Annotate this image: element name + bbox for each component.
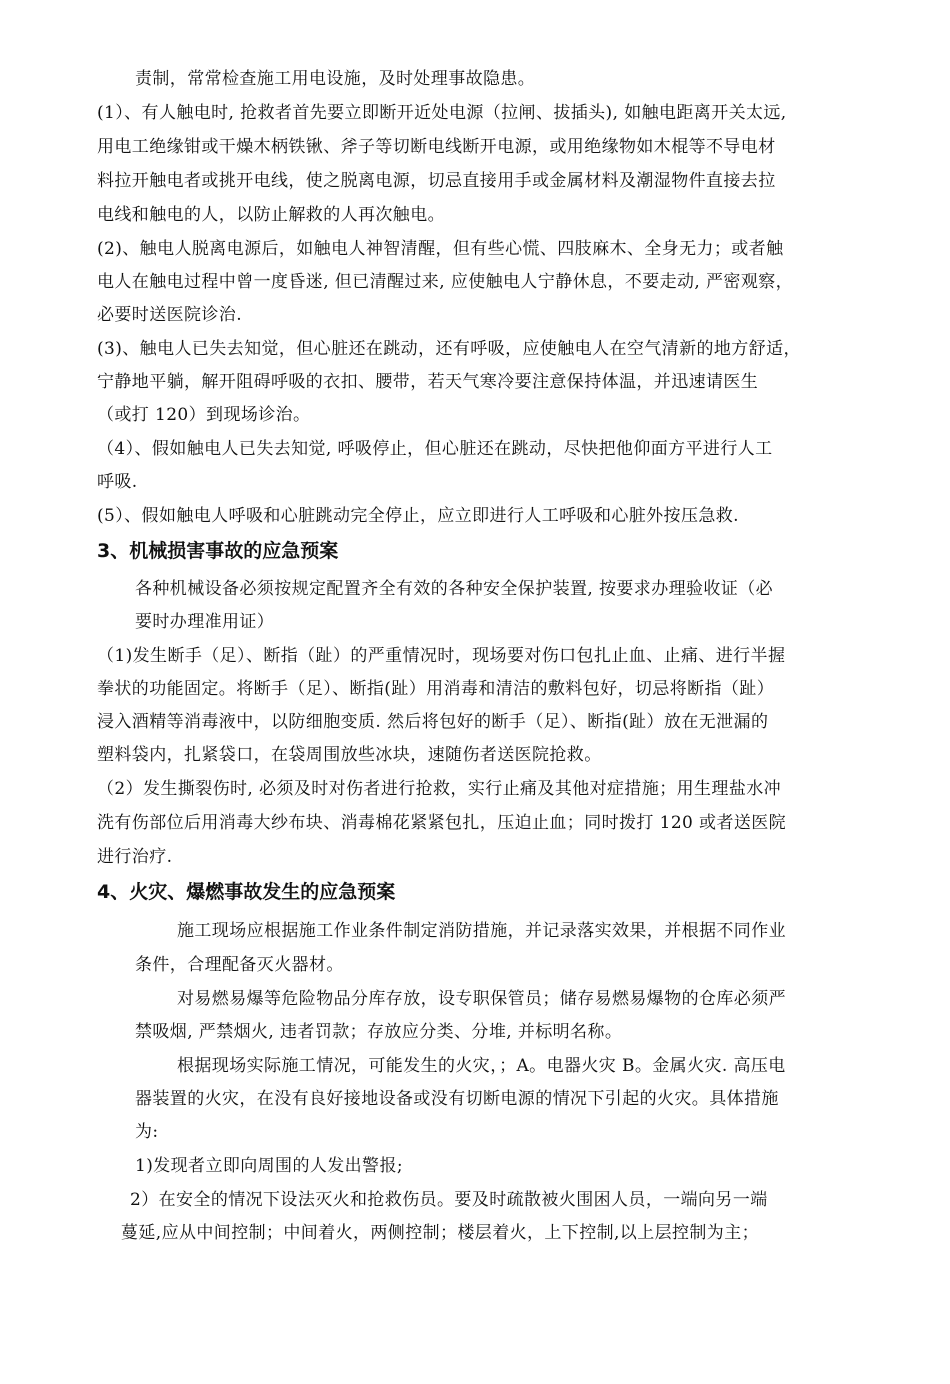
- section4-item2-line1: 2）在安全的情况下设法灭火和抢救伤员。要及时疏散被火围困人员，一端向另一端: [130, 1190, 768, 1210]
- section2-item5-line1: (5）、假如触电人呼吸和心脏跳动完全停止，应立即进行人工呼吸和心脏外按压急救.: [97, 506, 739, 526]
- section2-item1-line2: 用电工绝缘钳或干燥木柄铁锹、斧子等切断电线断开电源，或用绝缘物如木棍等不导电材: [97, 137, 776, 157]
- section3-heading: 3、机械损害事故的应急预案: [97, 540, 339, 562]
- section3-intro-line1: 各种机械设备必须按规定配置齐全有效的各种安全保护装置, 按要求办理验收证（必: [135, 579, 774, 599]
- section2-item2-line1: (2)、触电人脱离电源后，如触电人神智清醒，但有些心慌、四肢麻木、全身无力；或者触: [97, 239, 784, 259]
- section3-item2-line2: 洗有伤部位后用消毒大纱布块、消毒棉花紧紧包扎，压迫止血；同时拨打 120 或者送医院: [97, 813, 787, 833]
- section2-intro-line: 责制，常常检查施工用电设施，及时处理事故隐患。: [135, 69, 536, 89]
- section2-item4-line2: 呼吸.: [97, 472, 138, 492]
- section2-item1-line1: (1）、有人触电时, 抢救者首先要立即断开近处电源（拉闸、拔插头), 如触电距离开关太远,: [97, 103, 787, 123]
- section2-item3-line2: 宁静地平躺，解开阻碍呼吸的衣扣、腰带，若天气寒冷要注意保持体温，并迅速请医生: [97, 372, 759, 392]
- section3-intro-line2: 要时办理准用证）: [135, 612, 275, 632]
- section4-item1-line1: 1)发现者立即向周围的人发出警报;: [135, 1156, 403, 1176]
- section3-item2-line1: （2）发生撕裂伤时, 必须及时对伤者进行抢救，实行止痛及其他对症措施；用生理盐水冲: [97, 779, 782, 799]
- section2-item2-line2: 电人在触电过程中曾一度昏迷, 但已清醒过来, 应使触电人宁静休息，不要走动, 严密观察，: [97, 272, 794, 292]
- section4-para1-line1: 施工现场应根据施工作业条件制定消防措施，并记录落实效果，并根据不同作业: [177, 921, 786, 941]
- section4-para3-line2: 器装置的火灾，在没有良好接地设备或没有切断电源的情况下引起的火灾。具体措施: [135, 1089, 779, 1109]
- section2-item4-line1: （4）、假如触电人已失去知觉, 呼吸停止，但心脏还在跳动，尽快把他仰面方平进行人工: [97, 439, 773, 459]
- section3-item1-line2: 拳状的功能固定。将断手（足）、断指(趾）用消毒和清洁的敷料包好，切忌将断指（趾）: [97, 679, 775, 699]
- section2-item3-line3: （或打 120）到现场诊治。: [97, 405, 311, 425]
- section2-item3-line1: (3)、触电人已失去知觉，但心脏还在跳动，还有呼吸，应使触电人在空气清新的地方舒适，: [97, 339, 801, 359]
- section2-item2-line3: 必要时送医院诊治.: [97, 305, 243, 325]
- section4-para2-line2: 禁吸烟, 严禁烟火, 违者罚款；存放应分类、分堆, 并标明名称。: [135, 1022, 623, 1042]
- section3-item1-line4: 塑料袋内，扎紧袋口，在袋周围放些冰块，速随伤者送医院抢救。: [97, 745, 602, 765]
- section4-item2-line2: 蔓延,应从中间控制；中间着火，两侧控制；楼层着火，上下控制,以上层控制为主；: [121, 1223, 760, 1243]
- section3-item1-line3: 浸入酒精等消毒液中，以防细胞变质. 然后将包好的断手（足）、断指(趾）放在无泄漏的: [97, 712, 769, 732]
- section3-item2-line3: 进行治疗.: [97, 847, 173, 867]
- section2-item1-line4: 电线和触电的人，以防止解救的人再次触电。: [97, 205, 445, 225]
- section4-para3-line3: 为:: [135, 1122, 159, 1142]
- section4-para2-line1: 对易燃易爆等危险物品分库存放，设专职保管员；储存易燃易爆物的仓库必须严: [177, 989, 786, 1009]
- section3-item1-line1: （1)发生断手（足）、断指（趾）的严重情况时，现场要对伤口包扎止血、止痛、进行半握: [97, 646, 786, 666]
- section2-item1-line3: 料拉开触电者或挑开电线，使之脱离电源，切忌直接用手或金属材料及潮湿物件直接去拉: [97, 171, 776, 191]
- section4-para3-line1: 根据现场实际施工情况，可能发生的火灾，；A。电器火灾 B。金属火灾. 高压电: [177, 1056, 786, 1076]
- section4-heading: 4、火灾、爆燃事故发生的应急预案: [97, 881, 396, 903]
- section4-para1-line2: 条件，合理配备灭火器材。: [135, 955, 344, 975]
